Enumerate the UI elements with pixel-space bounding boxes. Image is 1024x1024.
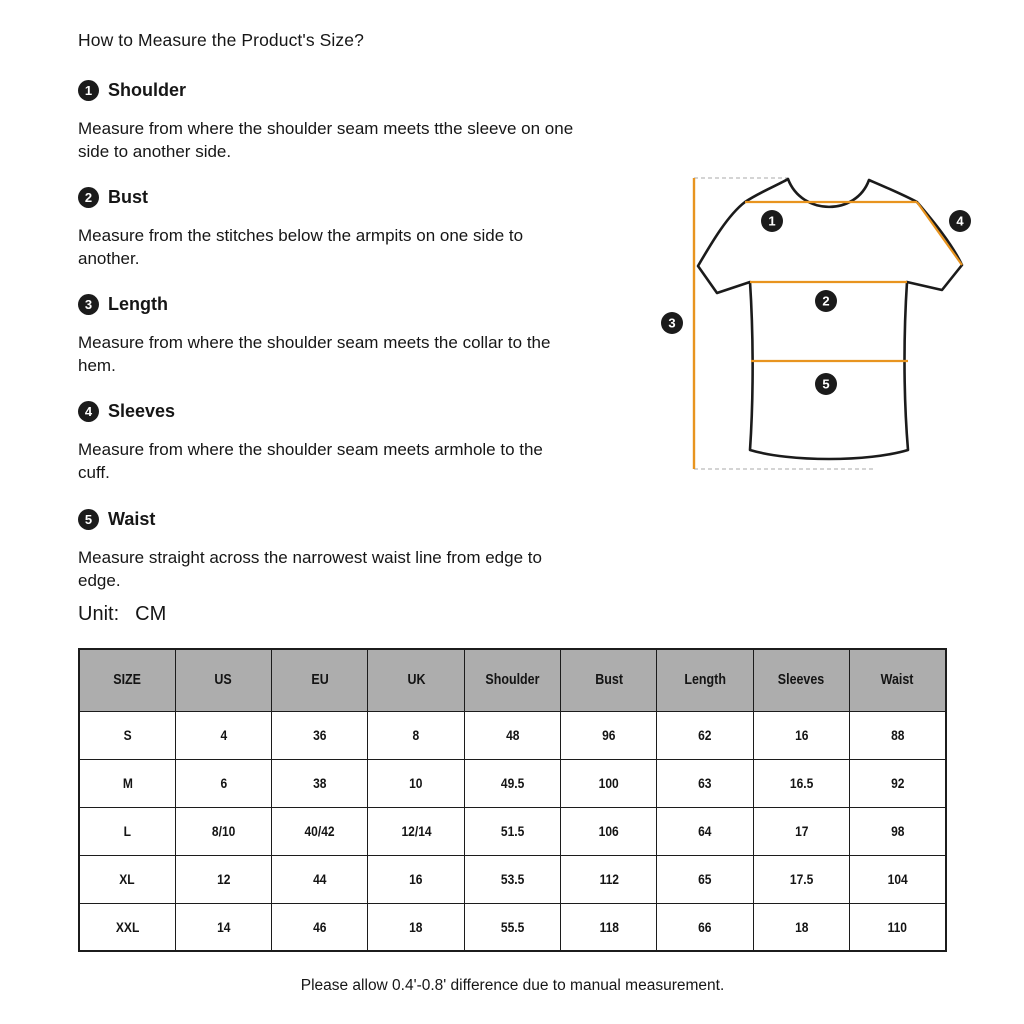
- instruction-desc-waist: [78, 546, 618, 592]
- cell: 4: [175, 711, 271, 759]
- instruction-heading-bust: [78, 187, 148, 208]
- instruction-heading-waist: [78, 509, 155, 530]
- cell: 46: [272, 903, 368, 951]
- cell: 6: [175, 759, 271, 807]
- cell: 40/42: [272, 807, 368, 855]
- col-header-uk: UK: [368, 649, 464, 711]
- unit-label: Unit:: [78, 603, 120, 625]
- cell: S: [79, 711, 175, 759]
- diagram-marker-1: [761, 210, 783, 232]
- svg-text:4: 4: [956, 213, 964, 229]
- desc-line: another.: [78, 249, 140, 268]
- cell: 14: [175, 903, 271, 951]
- svg-text:3: 3: [668, 315, 676, 331]
- instruction-label: Bust: [108, 187, 148, 207]
- col-header-waist: Waist: [850, 649, 946, 711]
- cell: 51.5: [464, 807, 560, 855]
- table-row-xxl: [79, 903, 946, 951]
- cell: 100: [561, 759, 657, 807]
- cell: XL: [79, 855, 175, 903]
- number-badge-3: 3: [78, 294, 99, 315]
- col-header-bust: Bust: [561, 649, 657, 711]
- desc-line: Measure from the stitches below the armpits on one side to: [78, 226, 524, 245]
- cell: 36: [272, 711, 368, 759]
- instruction-heading-shoulder: [78, 80, 186, 101]
- diagram-marker-4: [949, 210, 971, 232]
- svg-text:1: 1: [768, 213, 776, 229]
- instruction-label: Shoulder: [108, 80, 187, 100]
- col-header-eu: EU: [272, 649, 368, 711]
- desc-line: Measure from where the shoulder seam meets armhole to the: [78, 440, 543, 459]
- cell: 18: [753, 903, 849, 951]
- instruction-desc-bust: [78, 224, 618, 270]
- cell: 98: [850, 807, 946, 855]
- col-header-size: SIZE: [79, 649, 175, 711]
- number-badge-1: 1: [78, 80, 99, 101]
- page-title: How to Measure the Product's Size?: [78, 30, 364, 50]
- table-row-l: [79, 807, 946, 855]
- cell: 110: [850, 903, 946, 951]
- cell: 18: [368, 903, 464, 951]
- desc-line: hem.: [78, 356, 116, 375]
- cell: 88: [850, 711, 946, 759]
- table-row-m: [79, 759, 946, 807]
- cell: 44: [272, 855, 368, 903]
- cell: 8/10: [175, 807, 271, 855]
- desc-line: side to another side.: [78, 142, 232, 161]
- table-row-s: [79, 711, 946, 759]
- desc-line: cuff.: [78, 463, 110, 482]
- svg-text:5: 5: [822, 376, 830, 392]
- instruction-desc-shoulder: [78, 117, 618, 163]
- desc-line: Measure from where the shoulder seam meets tthe sleeve on one: [78, 119, 574, 138]
- cell: 10: [368, 759, 464, 807]
- cell: 55.5: [464, 903, 560, 951]
- col-header-us: US: [175, 649, 271, 711]
- cell: 12: [175, 855, 271, 903]
- number-badge-5: 5: [78, 509, 99, 530]
- size-table-header: [79, 649, 946, 711]
- unit-value: CM: [135, 603, 167, 625]
- size-table-body: [79, 711, 946, 951]
- col-header-sleeves: Sleeves: [753, 649, 849, 711]
- cell: 112: [561, 855, 657, 903]
- cell: 38: [272, 759, 368, 807]
- diagram-marker-3: [661, 312, 683, 334]
- cell: 65: [657, 855, 753, 903]
- cell: 17: [753, 807, 849, 855]
- instruction-label: Length: [108, 294, 168, 314]
- cell: 49.5: [464, 759, 560, 807]
- cell: 16: [368, 855, 464, 903]
- header-row: [79, 649, 946, 711]
- svg-text:2: 2: [822, 293, 830, 309]
- cell: 106: [561, 807, 657, 855]
- measurement-tolerance-note: Please allow 0.4'-0.8' difference due to manual measurement.: [300, 977, 725, 994]
- tshirt-outline: [698, 179, 962, 459]
- instruction-desc-length: [78, 331, 618, 377]
- cell: 8: [368, 711, 464, 759]
- size-table: [78, 648, 947, 952]
- instruction-label: Waist: [108, 509, 156, 529]
- cell: 63: [657, 759, 753, 807]
- cell: 96: [561, 711, 657, 759]
- instruction-desc-sleeves: [78, 438, 618, 484]
- cell: 53.5: [464, 855, 560, 903]
- instruction-heading-sleeves: [78, 401, 175, 422]
- cell: 16.5: [753, 759, 849, 807]
- desc-line: Measure from where the shoulder seam meets the collar to the: [78, 333, 551, 352]
- cell: 92: [850, 759, 946, 807]
- cell: 118: [561, 903, 657, 951]
- cell: 66: [657, 903, 753, 951]
- cell: 12/14: [368, 807, 464, 855]
- cell: XXL: [79, 903, 175, 951]
- diagram-marker-5: [815, 373, 837, 395]
- number-badge-2: 2: [78, 187, 99, 208]
- cell: 48: [464, 711, 560, 759]
- instruction-label: Sleeves: [108, 401, 176, 421]
- unit-line: [78, 603, 166, 626]
- col-header-shoulder: Shoulder: [464, 649, 560, 711]
- desc-line: Measure straight across the narrowest waist line from edge to: [78, 548, 542, 567]
- cell: 104: [850, 855, 946, 903]
- cell: 16: [753, 711, 849, 759]
- table-row-xl: [79, 855, 946, 903]
- cell: 17.5: [753, 855, 849, 903]
- cell: M: [79, 759, 175, 807]
- cell: 64: [657, 807, 753, 855]
- number-badge-4: 4: [78, 401, 99, 422]
- col-header-length: Length: [657, 649, 753, 711]
- cell: L: [79, 807, 175, 855]
- diagram-marker-2: [815, 290, 837, 312]
- tshirt-measurement-diagram: [640, 158, 1024, 488]
- desc-line: edge.: [78, 571, 121, 590]
- instruction-heading-length: [78, 294, 168, 315]
- cell: 62: [657, 711, 753, 759]
